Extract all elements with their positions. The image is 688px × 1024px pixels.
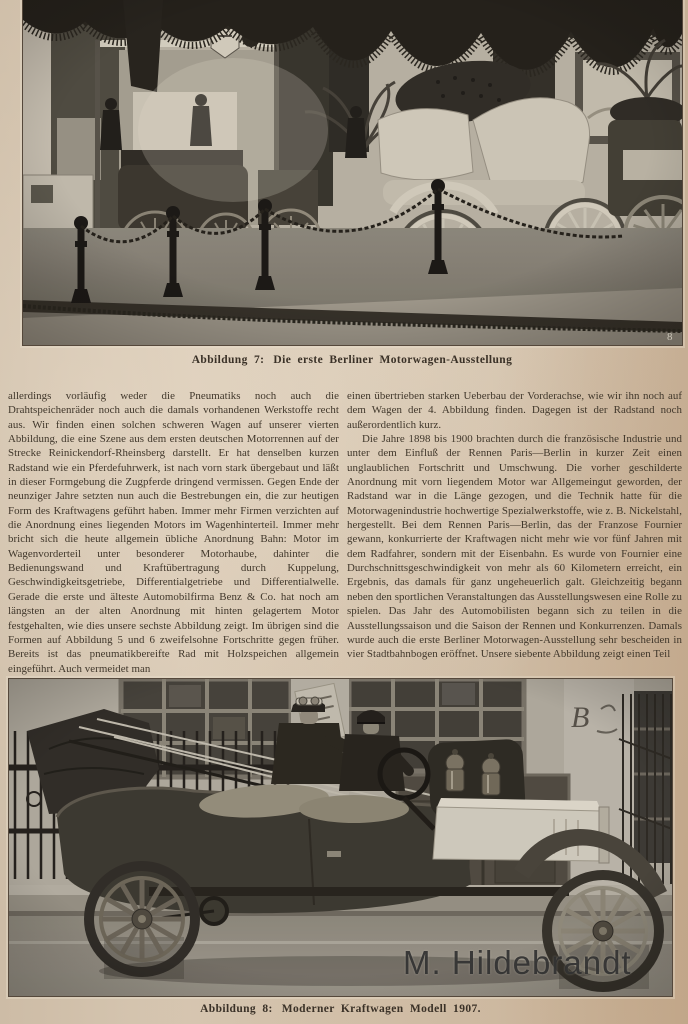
photo-corner-mark: 8 (667, 331, 673, 343)
figure8-photo (8, 678, 673, 997)
figure7-caption-label: Abbildung 7: (191, 354, 265, 366)
figure8-caption-label: Abbildung 8: (200, 1003, 273, 1015)
exhibition-hall-illustration (23, 0, 682, 345)
figure7-caption (22, 354, 682, 366)
article-right-column (347, 389, 682, 662)
article-left-column (8, 389, 339, 676)
photographer-watermark: M. Hildebrandt (403, 944, 632, 981)
right-column-paragraph-2: Die Jahre 1898 bis 1900 brachten durch die französische Industrie und unter dem Einfluß der Rennen Paris—Berlin in kurzer Zeit einen unglaublichen Fortschritt und Umschwung. Die vorher geschilderte Anordnung mit vorn liegendem Motor war Allgemeingut geworden, der Radstand war in die Länge gezogen, und die Technik hatte für die Motorwagenindustrie hochwertige Spezialwerkstoffe, wie z. B. Nickelstahl, hergestellt. Bei dem Rennen Paris—Berlin, das der Franzose Fournier gewann, konkurrierte der Kraftwagen nicht mehr wie vor fünf Jahren mit dem Radfahrer, sondern mit der Eisenbahn. Es wurde von Fournier eine Durchschnittsgeschwindigkeit von mehr als 60 Kilometern erreicht, ein Ergebnis, das damals für ganz ungeheuerlich galt. Gleichzeitig begann neben den sportlichen Veranstaltungen das Ausstellungswesen eine Rolle zu spielen. Das Jahr des Automobilisten begann sich zu teilen in die Ausstellungssaison und die Saison der Rennen und Konkurrenzen. Damals wurde auch die erste Berliner Motorwagen-Ausstellung sehr bescheiden in vier Stadtbahnbogen eröffnet. Unsere siebente Abbildung zeigt einen Teil (347, 433, 682, 661)
right-column-paragraph-1: einen übertrieben starken Ueberbau der Vorderachse, wie wir ihn noch auf dem Wagen der 4. Abbildung finden. Dagegen ist der Radstand noch außerordentlich kurz. (347, 390, 682, 431)
figure7-caption-text: Die erste Berliner Motorwagen-Ausstellung (273, 354, 513, 366)
figure7-photo (22, 0, 683, 346)
left-column-paragraph: allerdings vorläufig weder die Pneumatiks noch auch die Drahtspeichenräder noch auch die damals vorhandenen Werkstoffe recht aus. Wir finden einen solchen schweren Wagen auf unserer vierten Abbildung, die eine Szene aus dem ersten deutschen Motorrennen auf der Strecke Reinickendorf-Rheinsberg darstellt. Er hat denselben kurzen Radstand wie ein Pferdefuhrwerk, ist nach vorn stark übergebaut und läßt in dieser Formgebung die Zugpferde dringend vermissen. Gegen Ende der neunziger Jahre setzten nun auch die Bestrebungen ein, die zur heutigen Form des Kraftwagens geführt haben. Immer mehr Firmen verzichten auf die Anordnung eines liegenden Motors im Wagenhinterteil. Immer mehr bricht sich die heute allgemein übliche Anordnung Bahn: Motor im Wagenvorderteil unter besonderer Motorhaube, dahinter die Bedienungswand und Kraftübertragung durch Kuppelung, Geschwindigkeitsgetriebe, Differentialgetriebe und Differentialwelle. Gerade die erste und älteste Automobilfirma Benz & Co. hat noch am längsten an der alten Anordnung mit hinten gelagertem Motor festgehalten, wie dies unsere sechste Abbildung zeigt. Im übrigen sind die Formen auf Abbildung 5 und 6 zweifelsohne Fortschritte gegen früher. Bereits ist das pneumatikbereifte Rad mit Holzspeichen allgemein eingeführt. Auch vermeidet man (8, 390, 339, 675)
figure8-caption (8, 1003, 673, 1015)
figure8-caption-text: Moderner Kraftwagen Modell 1907. (281, 1003, 481, 1015)
